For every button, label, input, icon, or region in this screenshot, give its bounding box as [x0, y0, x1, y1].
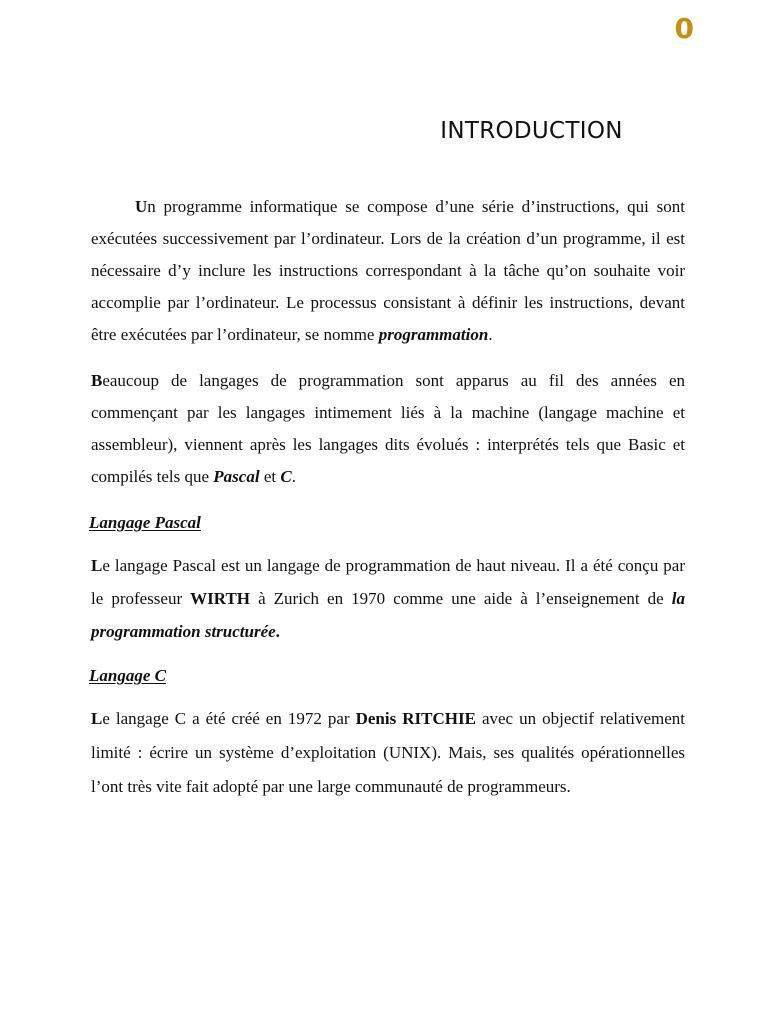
- paragraph-end: .: [275, 622, 280, 641]
- page-number: 0: [674, 12, 694, 45]
- emphasis-term: C: [280, 467, 292, 486]
- paragraph-text: e langage C a été créé en 1972 par: [102, 709, 356, 728]
- emphasis-term: la programmation structurée: [91, 589, 685, 641]
- paragraph-text: n programme informatique se compose d’une série d’instructions, qui sont exécutées successivement par l’ordinateur. Lors de la création d’un programme, il est nécessaire d’y inclure les instructions correspondant à la tâche qu’on souhaite voir accomplie par l’ordinateur. Le processus consistant à définir les instructions, devant être exécutées par l’ordinateur, se nomme: [91, 197, 685, 344]
- emphasis-term: Pascal: [213, 467, 260, 486]
- author-name: Denis RITCHIE: [355, 709, 476, 728]
- paragraph-text: à Zurich en 1970 comme une aide à l’enseignement de: [250, 589, 672, 608]
- paragraph-text: e langage Pascal est un langage de programmation de haut niveau. Il a été conçu par le professeur: [91, 556, 685, 608]
- author-name: WIRTH: [190, 589, 251, 608]
- section-heading-pascal: Langage Pascal: [89, 513, 201, 532]
- initial-letter: L: [91, 556, 103, 575]
- page-title: INTRODUCTION: [440, 118, 623, 144]
- initial-letter: L: [91, 709, 103, 728]
- paragraph-end: .: [488, 325, 493, 344]
- c-paragraph: [91, 702, 685, 804]
- section-heading-c: Langage C: [89, 666, 166, 685]
- intro-paragraph-langages: [91, 365, 685, 493]
- initial-letter: B: [91, 371, 103, 390]
- initial-letter: U: [135, 197, 148, 216]
- paragraph-end: .: [291, 467, 296, 486]
- emphasis-term: programmation: [378, 325, 489, 344]
- pascal-paragraph: [91, 549, 685, 648]
- paragraph-text: eaucoup de langages de programmation sont apparus au fil des années en commençant par les langages intimement liés à la machine (langage machine et assembleur), viennent après les langages dits évolués : interprétés tels que Basic et compilés tels que: [91, 371, 685, 486]
- intro-paragraph-programmation: [91, 191, 685, 351]
- paragraph-text: avec un objectif relativement limité : écrire un système d’exploitation (UNIX). Mais, ses qualités opérationnelles l’ont très vite fait adopté par une large communauté de programmeurs.: [91, 709, 685, 796]
- document-body: [91, 191, 685, 804]
- paragraph-text: et: [259, 467, 281, 486]
